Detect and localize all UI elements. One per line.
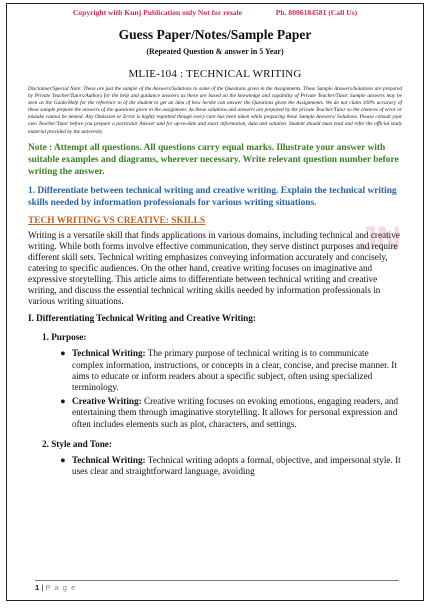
intro-paragraph: Writing is a versatile skill that finds applications in various domains, including technical and creative writing. While both forms involve effective communication, they serve distinct purposes and require different skill sets. Technical writing emphasizes conveying information accurately and concisely, catering to specific audiences. On the other hand, creative writing focuses on imaginative and expressive storytelling. This article aims to differentiate between technical writing and creative writing, and discuss the essential technical writing skills needed by information professionals in various writing situations. (28, 229, 400, 307)
question-1: 1. Differentiate between technical writing and creative writing. Explain the technical writing skills needed by information professionals for various writing situations. (28, 185, 397, 208)
list-item (60, 454, 402, 477)
instructions-note: Note : Attempt all questions. All questions carry equal marks. Illustrate your answer with suitable examples and diagrams, wherever necessary. Write relevant question number before writing the answer. (28, 142, 399, 177)
footer-separator: | (39, 583, 46, 592)
bullet-icon: ● (60, 454, 66, 465)
bullet-label: Creative Writing: (72, 396, 142, 407)
page-label: P a g e (45, 583, 77, 592)
bullet-text: Technical writing adopts a formal, objective, and impersonal style. It uses clear and straightforward language, avoiding (72, 454, 401, 476)
list-item (60, 348, 402, 393)
purpose-bullets (28, 348, 402, 429)
page-number: 1 (35, 583, 40, 592)
part-heading: I. Differentiating Technical Writing and Creative Writing: (28, 313, 256, 324)
bullet-text: The primary purpose of technical writing is to communicate complex information, instructions, or concepts in a clear, concise, and precise manner. It aims to educate or inform readers about a specific subject, often using specialized terminology. (72, 348, 397, 392)
copyright-banner (28, 8, 402, 17)
bullet-icon: ● (60, 396, 66, 407)
bullet-label: Technical Writing: (72, 348, 146, 359)
publisher-watermark: JN (358, 219, 400, 258)
page-content (28, 8, 402, 480)
copyright-text: Copyright with Kunj Publication only Not for resale (72, 8, 242, 17)
item-heading-purpose: 1. Purpose: (42, 332, 87, 343)
item-heading-style-tone: 2. Style and Tone: (42, 438, 112, 449)
bullet-label: Technical Writing: (72, 454, 146, 465)
bullet-text: Creative writing focuses on evoking emotions, engaging readers, and entertaining them through imaginative storytelling. It allows for personal expression and often includes elements such as plot, characters, and settings. (72, 396, 399, 429)
style-tone-bullets (28, 455, 402, 477)
phone-contact: Ph. 8006184581 (Call Us) (275, 8, 358, 17)
document-subtitle: (Repeated Question & answer in 5 Year) (146, 47, 284, 56)
list-item (60, 396, 402, 430)
document-title: Guess Paper/Notes/Sample Paper (118, 27, 312, 42)
course-title: MLIE-104 : TECHNICAL WRITING (128, 68, 302, 80)
page-footer (35, 580, 399, 592)
disclaimer-text: Disclaimer/Special Note: These are just the sample of the Answers/Solutions to some of the Questions given in the Assignments. These Sample Answers/Solutions are prepared by Private Teacher/Tutors/Authors for the help and guidance answers as these are based on the knowledge and capability of Private Teacher/Tutor. Sample answers may be seen as the Guide/Help for the reference to of the student to get an idea of how he/she can answer the Questions given the Assignments. We do not claim 100% accuracy of these sample prepare the answers of the questions given in the assignment. As these solutions and answers are prepared by the private Teacher/Tutor so the chances of error or mistake cannot be denied. Any Omission or Error is highly regretted though every care has been taken while preparing these Sample Answers/ Solutions. Please consult your own Teacher/Tutor before you prepare a particular Answer and for up-to-date and exact information, data and solution. Student should must read and refer the official study material provided by the university. (28, 86, 402, 135)
bullet-icon: ● (60, 348, 66, 359)
section-heading: TECH WRITING VS CREATIVE: SKILLS (28, 215, 206, 226)
